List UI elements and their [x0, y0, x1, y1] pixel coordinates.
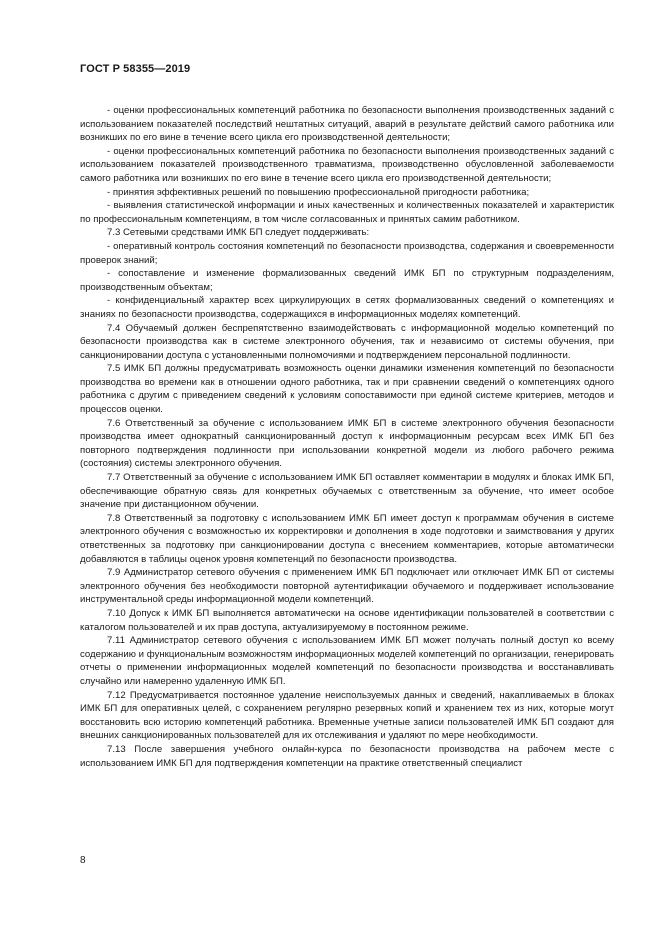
paragraph: 7.10 Допуск к ИМК БП выполняется автоматически на основе идентификации пользователей в соответствии с каталогом пользователей и их прав доступа, актуализируемому в постоянном режиме.	[80, 607, 614, 633]
paragraph: 7.13 После завершения учебного онлайн-курса по безопасности производства на рабочем месте с использованием ИМК БП для подтверждения компетенции на практике ответственный специалист	[80, 743, 614, 769]
paragraph: 7.4 Обучаемый должен беспрепятственно взаимодействовать с информационной моделью компетенций по безопасности производства как в системе электронного обучения, так и независимо от системы обучения, при санкционировании доступа с установленными полномочиями и подтверждением персональной подлинности.	[80, 322, 614, 361]
paragraph: - выявления статистической информации и иных качественных и количественных показателей и характеристик по профессиональным компетенциям, в том числе согласованных и принятых самим работником.	[80, 200, 614, 225]
paragraph: - сопоставление и изменение формализованных сведений ИМК БП по структурным подразделениям, производственным объектам;	[80, 268, 614, 293]
paragraph: - оценки профессиональных компетенций работника по безопасности выполнения производственных заданий с использованием показателей последствий нештатных ситуаций, аварий в результате действий самого работника или возникших по его вине в течение всего цикла его производственной деятельности;	[80, 105, 614, 144]
paragraph: 7.5 ИМК БП должны предусматривать возможность оценки динамики изменения компетенций по безопасности производства во времени как в отношении одного работника, так и при сравнении сведений о компетенциях одного работника с другим с приведением сведений к условиям сопоставимости при единой системе критериев, методов и процессов оценки.	[80, 363, 614, 416]
document-body	[80, 104, 614, 770]
paragraph: 7.3 Сетевыми средствами ИМК БП следует поддерживать:	[107, 227, 370, 239]
paragraph: - принятия эффективных решений по повышению профессиональной пригодности работника;	[107, 186, 530, 198]
paragraph: - оценки профессиональных компетенций работника по безопасности выполнения производственных заданий с использованием показателей производственного травматизма, производственно обусловленной заболеваемости самого работника или возникших по его вине в течение всего цикла его производственной деятельности;	[80, 145, 614, 184]
paragraph: 7.8 Ответственный за подготовку с использованием ИМК БП имеет доступ к программам обучения в системе электронного обучения с возможностью их корректировки и дополнения в ходе подготовки и заимствования у других ответственных за подготовку при санкционировании доступа с внесением комментариев, которые автоматически добавляются в таблицы оценок уровня компетенций по безопасности производства.	[80, 512, 614, 565]
paragraph: 7.11 Администратор сетевого обучения с использованием ИМК БП может получать полный доступ ко всему содержанию и функциональным возможностям информационных моделей компетенций по организации, генерировать отчеты о применении информационных моделей компетенций по безопасности производства и восстанавливать случайно или намеренно удаленную ИМК БП.	[80, 635, 614, 687]
paragraph: 7.9 Администратор сетевого обучения с применением ИМК БП подключает или отключает ИМК БП от системы электронного обучения без необходимости повторной аутентификации обучаемого и поддерживает использование инструментальной среды информационной модели компетенций.	[80, 567, 614, 606]
paragraph: 7.6 Ответственный за обучение с использованием ИМК БП в системе электронного обучения безопасности производства имеет однократный санкционированный доступ к информационным ресурсам всех ИМК БП без повторного подтверждения подлинности при использовании конкретной модели из любого рабочего режима (состояния) системы электронного обучения.	[80, 417, 614, 470]
paragraph: 7.7 Ответственный за обучение с использованием ИМК БП оставляет комментарии в модулях и блоках ИМК БП, обеспечивающие обратную связь для конкретных обучаемых с ответственным за обучение, что имеет особое значение при дистанционном обучении.	[80, 472, 614, 511]
paragraph: - конфиденциальный характер всех циркулирующих в сетях формализованных сведений о компетенциях и знаниях по безопасности производства, содержащихся в информационных моделях компетенций.	[80, 295, 614, 320]
paragraph: 7.12 Предусматривается постоянное удаление неиспользуемых данных и сведений, накапливаемых в блоках ИМК БП для оперативных целей, с сохранением регулярно резервных копий и хранением тех из них, которые могут восстановить всю историю компетенций работника. Временные учетные записи пользователей ИМК БП создают для внешних санкционированных пользователей для их отслеживания и удаляют по мере необходимости.	[80, 689, 614, 742]
page-number: 8	[80, 855, 86, 866]
document-header: ГОСТ Р 58355—2019	[80, 63, 191, 75]
paragraph: - оперативный контроль состояния компетенций по безопасности производства, содержания и своевременности проверок знаний;	[80, 240, 614, 266]
